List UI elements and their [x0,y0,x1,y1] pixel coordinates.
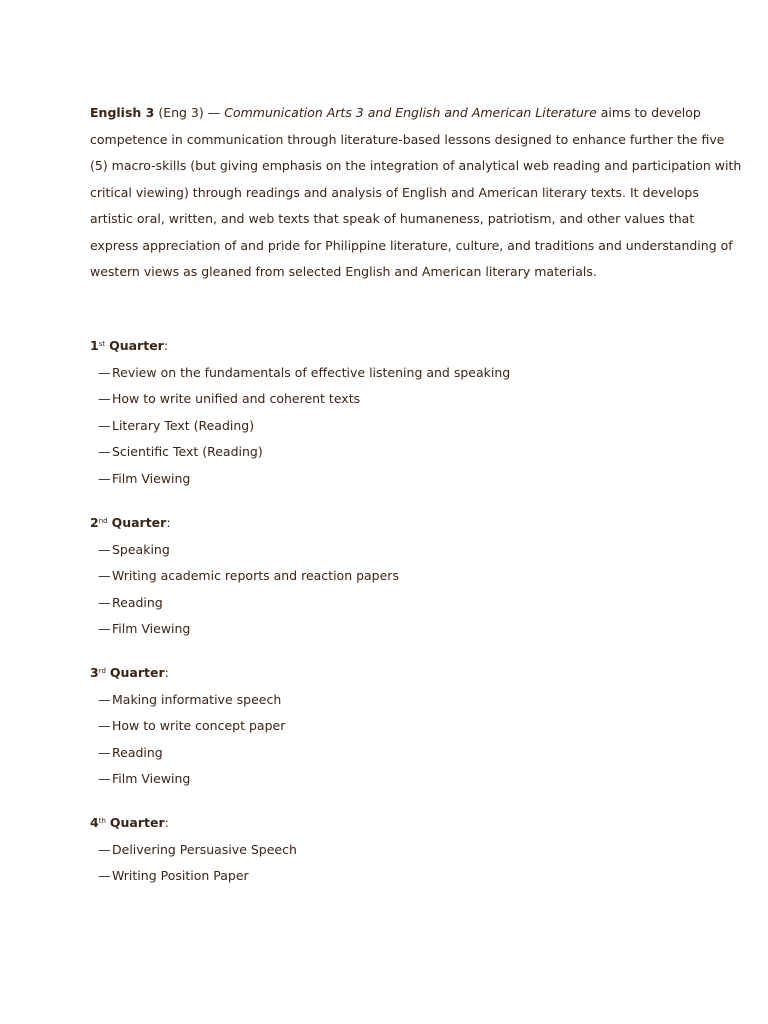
quarter-1-section [90,333,690,492]
course-description-line: (5) macro-skills (but giving emphasis on the integration of analytical web reading and participation with [90,158,742,173]
topic-item [90,837,690,864]
topic-text: Film Viewing [112,621,191,636]
topic-text: Literary Text (Reading) [112,417,255,433]
quarter-2-section [90,510,690,643]
topic-item [90,413,690,440]
course-description-text: aims to develop [600,105,701,120]
quarter-3-section [90,660,690,793]
quarter-label: Quarter [109,338,164,353]
course-code: (Eng 3) [158,105,204,120]
quarter-4-section [90,810,690,890]
topic-item [90,863,690,890]
quarter-number: 1 [90,338,99,353]
topic-item [90,713,690,740]
topic-item [90,360,690,387]
dash-bullet: — [98,444,111,459]
dash-bullet: — [98,841,111,857]
ordinal-suffix: rd [98,667,106,675]
quarter-number: 3 [90,665,99,680]
quarter-label: Quarter [109,815,165,830]
topic-item [90,563,690,590]
topic-text: Reading [112,744,163,760]
ordinal-suffix: st [98,340,106,348]
course-description-line: artistic oral, written, and web texts that speak of humaneness, patriotism, and other values that [90,211,695,226]
quarter-heading [90,510,690,537]
dash-bullet: — [98,594,111,610]
topic-text: Scientific Text (Reading) [112,444,263,459]
dash-bullet: — [98,868,111,883]
quarter-heading [90,333,690,360]
topic-item [90,766,690,793]
dash-bullet: — [98,470,111,486]
quarter-label: Quarter [111,515,167,530]
course-description-line: competence in communication through literature-based lessons designed to enhance further the five [90,131,725,147]
quarter-heading [90,810,690,837]
topic-text: Writing Position Paper [112,868,249,883]
course-description-line: western views as gleaned from selected English and American literary materials. [90,264,597,279]
dash-bullet: — [98,541,111,557]
quarter-label: Quarter [109,665,165,680]
course-title: Communication Arts 3 and English and American Literature [224,105,597,120]
topic-item [90,590,690,617]
course-name: English 3 [90,105,155,120]
topic-text: Film Viewing [112,771,191,786]
course-description-line: express appreciation of and pride for Philippine literature, culture, and traditions and understanding of [90,237,733,253]
topic-item [90,537,690,564]
topic-list [90,837,690,890]
topic-text: Writing academic reports and reaction papers [112,568,399,583]
dash-bullet: — [98,718,111,733]
dash-bullet: — [98,691,111,707]
topic-list [90,360,690,493]
ordinal-suffix: nd [98,517,108,525]
topic-item [90,740,690,767]
topic-text: Reading [112,594,163,610]
dash-bullet: — [98,417,111,433]
heading-colon: : [164,815,169,830]
topic-list [90,687,690,793]
topic-text: How to write unified and coherent texts [112,391,361,406]
topic-text: Film Viewing [112,470,191,486]
title-separator: — [207,105,221,120]
dash-bullet: — [98,391,111,406]
course-description-first-line [90,100,710,127]
topic-item [90,687,690,714]
topic-text: Making informative speech [112,691,282,707]
dash-bullet: — [98,364,111,380]
heading-colon: : [164,665,169,680]
topic-text: Review on the fundamentals of effective listening and speaking [112,364,511,380]
course-description [90,100,742,286]
course-description-line: critical viewing) through readings and analysis of English and American literary texts. It develops [90,184,699,200]
dash-bullet: — [98,771,111,786]
topic-text: How to write concept paper [112,718,286,733]
topic-item [90,439,690,466]
topic-text: Speaking [112,541,170,557]
topic-item [90,386,690,413]
heading-colon: : [166,515,171,530]
topic-list [90,537,690,643]
dash-bullet: — [98,621,111,636]
quarter-heading [90,660,690,687]
dash-bullet: — [98,568,111,583]
topic-item [90,616,690,643]
quarter-number: 4 [90,815,99,830]
heading-colon: : [163,338,169,353]
topic-text: Delivering Persuasive Speech [112,841,297,857]
dash-bullet: — [98,744,111,760]
quarter-number: 2 [90,515,99,530]
ordinal-suffix: th [98,817,106,825]
topic-item [90,466,690,493]
